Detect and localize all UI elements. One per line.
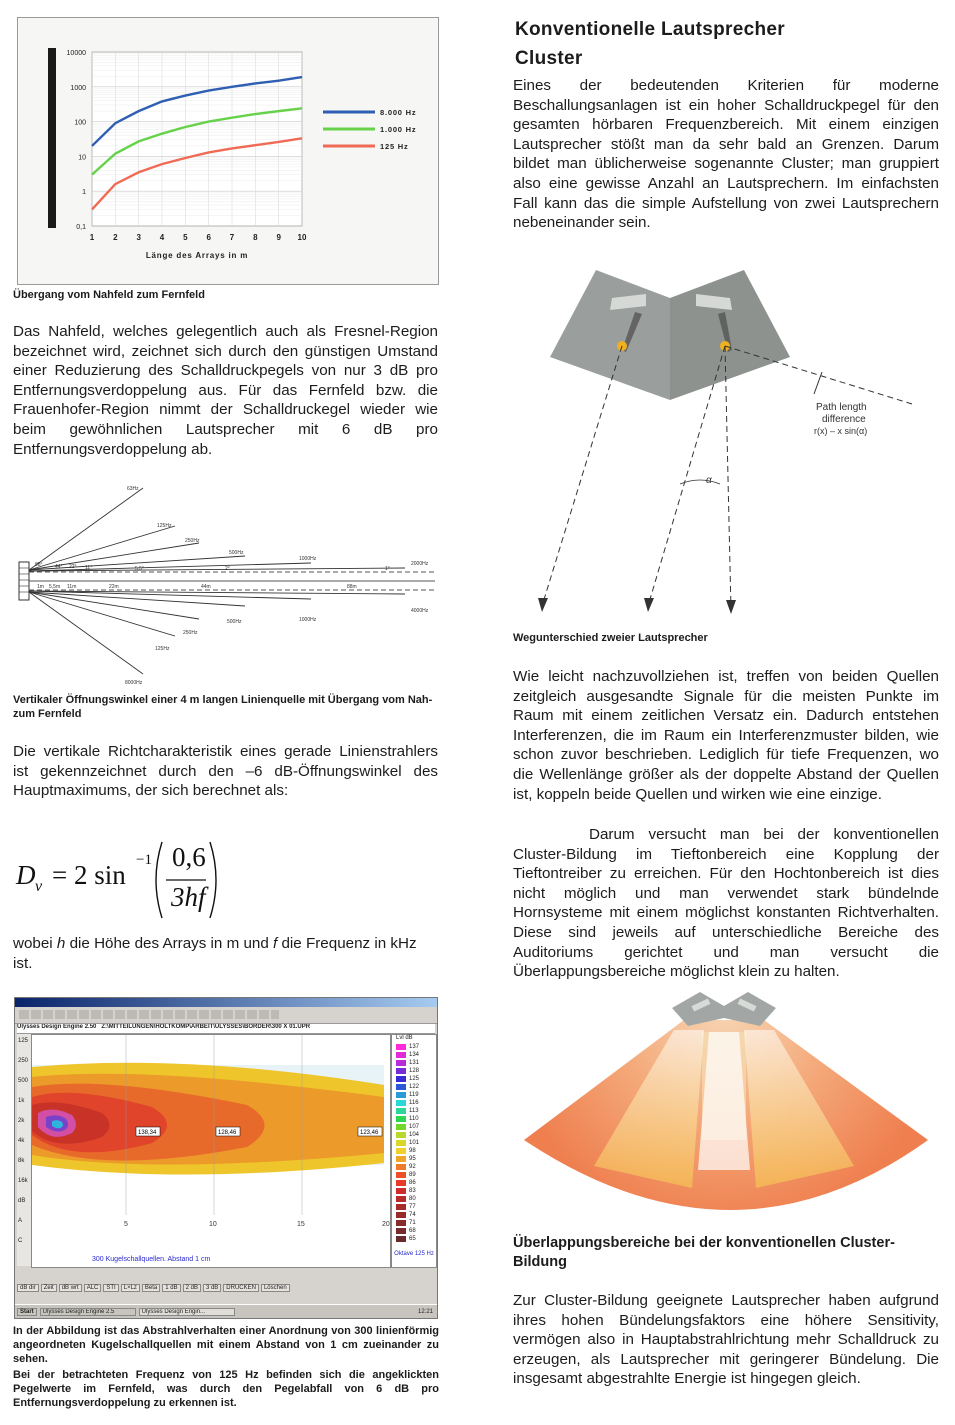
scale-value: 134 — [409, 1052, 420, 1058]
scale-entry — [396, 1059, 434, 1067]
x-tick-label: 9 — [276, 233, 281, 242]
y-tick-label: 0,1 — [76, 224, 86, 231]
ruler-button[interactable]: 8k — [18, 1158, 25, 1164]
scale-entry — [396, 1235, 434, 1243]
distance-label: 22m — [109, 584, 119, 590]
x-tick-label: 1 — [89, 233, 95, 242]
angle-label: 5,5° — [135, 566, 144, 572]
readout-value[interactable]: 123,46 — [360, 1130, 379, 1136]
paragraph: wobei h die Höhe des Arrays in m und f die Frequenz in kHz ist. — [13, 935, 417, 972]
section-heading: Konventionelle Lautsprecher — [515, 19, 785, 40]
bottom-toolbar — [17, 1284, 435, 1294]
scale-swatch — [396, 1212, 406, 1218]
scale-entry — [396, 1051, 434, 1059]
angle-label: 2° — [225, 566, 230, 572]
toolbar-button[interactable]: STI — [103, 1284, 118, 1292]
document-path: Ulysses Design Engine 2.50 Z:\MITTEILUNGEN\HOLTKOMP\ARBEIT\ULYSSES\BORDER\300 X 01.UPR — [17, 1024, 435, 1034]
ruler-button[interactable]: C — [18, 1238, 23, 1244]
scale-swatch — [396, 1196, 406, 1202]
scale-entry — [396, 1187, 434, 1195]
spl-contours — [32, 1063, 384, 1175]
scale-swatch — [396, 1044, 406, 1050]
start-button[interactable]: Start — [17, 1308, 37, 1316]
formula-lhs: D — [16, 860, 36, 890]
scale-value: 107 — [409, 1124, 420, 1130]
scale-value: 101 — [409, 1140, 420, 1146]
ruler-button[interactable]: 1k — [18, 1098, 25, 1104]
scale-entry — [396, 1131, 434, 1139]
svg-text:15: 15 — [297, 1221, 305, 1228]
x-tick-label: 4 — [159, 233, 165, 242]
left-ruler — [17, 1034, 32, 1266]
freq-label: 500Hz — [229, 550, 244, 556]
spl-map — [32, 1035, 390, 1267]
x-axis-label: Länge des Arrays in m — [145, 251, 249, 260]
plot-area — [92, 52, 302, 226]
y-tick-label: 1 — [82, 189, 86, 197]
x-tick-label: 2 — [113, 233, 118, 242]
freq-label: 500Hz — [227, 619, 242, 625]
scale-swatch — [396, 1076, 406, 1082]
freq-label: 1000Hz — [299, 617, 317, 623]
line-source-labels — [35, 486, 429, 686]
scale-value: 113 — [409, 1108, 419, 1114]
freq-label: 63Hz — [127, 486, 139, 492]
scale-swatch — [396, 1068, 406, 1074]
scale-entry — [396, 1203, 434, 1211]
x-tick-label: 7 — [229, 233, 235, 242]
scale-entry — [396, 1091, 434, 1099]
y-tick-label: 10000 — [66, 50, 86, 57]
scale-entry — [396, 1163, 434, 1171]
near-far-field-chart — [18, 18, 438, 284]
y-tick-label: 1000 — [70, 84, 86, 92]
paragraph: Wie leicht nachzuvollziehen ist, treffen von beiden Quellen zeitgleich ausgesandte Signale für die meisten Punkte im Raum mit einem zeitlichen Versatz ein. Dadurch entstehen Interferenzen, die im Raum ein Interferenzmuster bilden, wie schon zuvor beschrieben. Lediglich für tiefe Frequenzen, wo die Wellenlänge größer als der doppelte Abstand der Quellen ist, koppeln beide Quellen und wirken wie eine einzige. — [513, 668, 939, 803]
scale-entry — [396, 1123, 434, 1131]
title-bar — [15, 998, 437, 1007]
x-tick-label: 8 — [253, 233, 258, 242]
scale-swatch — [396, 1060, 406, 1066]
x-tick-label: 3 — [136, 233, 141, 242]
scale-swatch — [396, 1156, 406, 1162]
scale-entry — [396, 1179, 434, 1187]
toolbar-button[interactable]: L×Lz — [121, 1284, 140, 1292]
freq-label: 2000Hz — [411, 561, 429, 567]
x-tick-label: 10 — [297, 233, 307, 242]
figure-caption: Bei der betrachteten Frequenz von 125 Hz befinden sich die angeklickten Pegelwerte im Fernfeld, was durch den Pegelabfall von 6 dB pro Entfernungsverdoppelung zu erkennen ist. — [13, 1369, 439, 1409]
freq-label: 4000Hz — [411, 608, 429, 614]
scale-entry — [396, 1099, 434, 1107]
angle-label: 11° — [85, 565, 93, 571]
scale-value: 110 — [409, 1116, 419, 1122]
figure-caption: Überlappungsbereiche bei der konventionellen Cluster-Bildung — [513, 1235, 895, 1270]
scale-swatch — [396, 1188, 406, 1194]
formula-sup: −1 — [136, 852, 152, 868]
path-label: difference — [822, 414, 866, 425]
overlap-figure — [524, 990, 928, 1226]
scale-value: 137 — [409, 1044, 420, 1050]
scale-value: 125 — [409, 1076, 420, 1082]
simulation-screenshot — [14, 997, 438, 1319]
line-source-diagram — [15, 478, 440, 690]
distance-label: 11m — [67, 584, 77, 590]
scale-value: 71 — [409, 1220, 416, 1226]
line-source-figure — [15, 478, 440, 690]
scale-swatch — [396, 1148, 406, 1154]
toolbar-button[interactable]: Löschen — [261, 1284, 290, 1292]
scale-swatch — [396, 1140, 406, 1146]
scale-swatch — [396, 1052, 406, 1058]
angle-label: 1° — [385, 566, 390, 572]
scale-entry — [396, 1147, 434, 1155]
path-difference-diagram — [520, 262, 920, 622]
scale-swatch — [396, 1164, 406, 1170]
figure-caption: Übergang vom Nahfeld zum Fernfeld — [13, 289, 205, 301]
clock: 12:21 — [417, 1309, 433, 1315]
speaker-column — [19, 562, 29, 600]
scale-value: 86 — [409, 1180, 416, 1186]
scale-value: 74 — [409, 1212, 416, 1218]
scale-entry — [396, 1115, 434, 1123]
scale-value: 83 — [409, 1188, 416, 1194]
freq-label: 250Hz — [183, 630, 198, 636]
spl-plot — [31, 1034, 391, 1268]
figure-caption: Wegunterschied zweier Lautsprecher — [513, 632, 708, 644]
paragraph: Das Nahfeld, welches gelegentlich auch als Fresnel-Region bezeichnet wird, zeichnet sich durch den günstigen Umstand einer Reduzierung des Schalldruckpegels von nur 3 dB pro Entfernungsverdoppelung aus. Für das Fernfeld bzw. die Frauenhofer-Region nimmt der Schalldruckegel wieder wie beim gewöhnlichen Lautsprecher mit 6 dB pro Entfernungsverdoppelung ab. — [13, 323, 438, 458]
toolbar-button[interactable]: DRUCKEN — [223, 1284, 259, 1292]
formula-sub: v — [35, 878, 43, 895]
taskbar-item[interactable]: Ulysses Design Engin... — [139, 1308, 235, 1316]
toolbar-button[interactable]: dB wrt — [59, 1284, 82, 1292]
scale-entry — [396, 1219, 434, 1227]
scale-value: 119 — [409, 1092, 419, 1098]
scale-entry — [396, 1195, 434, 1203]
distance-label: 5,5m — [49, 584, 61, 590]
freq-label: 1000Hz — [299, 556, 317, 562]
scale-swatch — [396, 1124, 406, 1130]
scale-value: 80 — [409, 1196, 416, 1202]
freq-label: 125Hz — [155, 646, 170, 652]
scale-swatch — [396, 1100, 406, 1106]
axis-lines — [29, 572, 435, 590]
black-bar — [48, 48, 56, 228]
figure-caption: Vertikaler Öffnungswinkel einer 4 m langen Linienquelle mit Übergang vom Nah- zum Fernfeld — [13, 694, 433, 720]
y-tick-label: 100 — [74, 119, 86, 127]
scale-swatch — [396, 1172, 406, 1178]
scale-value: 92 — [409, 1164, 416, 1170]
paragraph: Die vertikale Richtcharakteristik eines gerade Linienstrahlers ist gekennzeichnet durch den –6 dB-Öffnungswinkel des Hauptmaximums, der sich berechnet als: — [13, 743, 438, 800]
ruler-button[interactable]: 2k — [18, 1118, 25, 1124]
toolbar-button[interactable]: Beta — [142, 1284, 160, 1292]
section-heading: Cluster — [515, 48, 583, 69]
toolbar-button[interactable]: 3 dB — [203, 1284, 221, 1292]
scale-swatch — [396, 1116, 406, 1122]
path-label: Path length — [816, 402, 867, 413]
scale-entry — [396, 1083, 434, 1091]
toolbar-button[interactable]: dB dir — [17, 1284, 39, 1292]
scale-value: 116 — [409, 1100, 419, 1106]
legend-label: 125 Hz — [380, 142, 409, 151]
paragraph: Eines der bedeutenden Kriterien für moderne Beschallungsanlagen ist ein hoher Schalldruckpegel für den gesamten hörbaren Frequenzbereich. Mit einem einzigen Lautsprecher stößt man da sehr bald an Grenzen. Darum bildet man üblicherweise sogenannte Cluster; man gruppiert also eine gewisse Anzahl an Lautsprechern. Im einfachsten Fall kann das die simple Aufstellung von zwei Lautsprechern nebeneinander sein. — [513, 77, 939, 232]
ruler-button[interactable]: 4k — [18, 1138, 25, 1144]
svg-text:20: 20 — [382, 1221, 390, 1228]
scale-value: 98 — [409, 1148, 416, 1154]
formula-numerator: 0,6 — [172, 842, 206, 872]
scale-swatch — [396, 1108, 406, 1114]
freq-label: 8000Hz — [125, 680, 143, 686]
legend-label: 1.000 Hz — [380, 125, 417, 134]
readout-value[interactable]: 138,34 — [138, 1130, 157, 1136]
angle-label: 88° — [35, 562, 43, 568]
scale-value: 77 — [409, 1204, 416, 1210]
scale-entry — [396, 1107, 434, 1115]
scale-value: 122 — [409, 1084, 420, 1090]
x-tick-label: 6 — [206, 233, 211, 242]
figure-caption: In der Abbildung ist das Abstrahlverhalten einer Anordnung von 300 linienförmig angeordneten Kugelschallquellen mit einem Abstand von 1 cm zueinander zu sehen. — [13, 1325, 439, 1365]
scale-value: 104 — [409, 1132, 420, 1138]
scale-swatch — [396, 1084, 406, 1090]
legend-label: 8.000 Hz — [380, 108, 417, 117]
scale-value: 65 — [409, 1236, 416, 1242]
scale-swatch — [396, 1228, 406, 1234]
toolbar-strip — [15, 1007, 437, 1024]
scale-entry — [396, 1075, 434, 1083]
angle-label: 44° — [55, 564, 63, 570]
chart-figure — [17, 17, 439, 285]
ruler-button[interactable]: 16k — [18, 1178, 28, 1184]
formula — [16, 838, 316, 922]
scale-entry — [396, 1043, 434, 1051]
svg-text:5: 5 — [124, 1221, 128, 1228]
angle-label: 22° — [69, 564, 77, 570]
freq-label: 250Hz — [185, 538, 200, 544]
scale-swatch — [396, 1180, 406, 1186]
scale-swatch — [396, 1204, 406, 1210]
alpha-label: α — [706, 475, 712, 486]
scale-swatch — [396, 1132, 406, 1138]
toolbar-button[interactable]: Zeit — [41, 1284, 57, 1292]
paragraph: Darum versucht man bei der konventionellen Cluster-Bildung im Tieftonbereich eine Kopplung der Tieftontreiber zu erreichen. Für den Hochtonbereich ist dies nicht möglich und man verwendet stark bündelnde Hornsysteme mit einem möglichst konstanten Richtverhalten. Diese sind jeweils auf unterschiedliche Bereiche des Auditoriums gerichtet und man versucht die Überlappungsbereiche möglichst klein zu halten. — [513, 826, 939, 981]
spl-x-ticks — [124, 1221, 390, 1228]
scale-value: 95 — [409, 1156, 416, 1162]
scale-swatch — [396, 1236, 406, 1242]
toolbar-button[interactable]: ALC — [84, 1284, 102, 1292]
formula-eq: = 2 sin — [52, 860, 126, 890]
y-tick-label: 10 — [78, 154, 86, 162]
paragraph: Zur Cluster-Bildung geeignete Lautsprecher haben aufgrund ihres hohen Bündelungsfaktors eine höhere Sensitivity, vermögen also in Hauptabstrahlrichtung mehr Schalldruck zu erzeugen, als Lautsprecher mit geringerer Bündelung. Die insgesamt abgestrahlte Energie ist hingegen gleich. — [513, 1292, 939, 1388]
svg-text:10: 10 — [209, 1221, 217, 1228]
freq-label: 125Hz — [157, 523, 172, 529]
scale-entry — [396, 1171, 434, 1179]
toolbar-button[interactable]: 2 dB — [183, 1284, 201, 1292]
path-label: r(x) – x sin(α) — [814, 426, 868, 436]
readout-value[interactable]: 128,46 — [218, 1130, 237, 1136]
taskbar — [15, 1304, 438, 1319]
scale-entry — [396, 1227, 434, 1235]
ruler-button[interactable]: dB — [18, 1198, 26, 1204]
scale-swatch — [396, 1092, 406, 1098]
scale-value: 68 — [409, 1228, 416, 1234]
scale-entry — [396, 1139, 434, 1147]
distance-label: 88m — [347, 584, 357, 590]
taskbar-item[interactable]: Ulysses Design Engine 2.5 — [40, 1308, 136, 1316]
ruler-button[interactable]: A — [18, 1218, 23, 1224]
path-difference-figure — [520, 262, 920, 622]
ruler-button[interactable]: 500 — [18, 1078, 29, 1084]
toolbar-button[interactable]: 1 dB — [162, 1284, 180, 1292]
ruler-button[interactable]: 250 — [18, 1058, 29, 1064]
scale-entry — [396, 1155, 434, 1163]
scale-entry — [396, 1211, 434, 1219]
distance-label: 1m — [37, 584, 44, 590]
formula-denominator: 3hf — [171, 882, 206, 912]
ruler-button[interactable]: 125 — [18, 1038, 29, 1044]
level-scale: Lvl dB 137 134 131 128 125 122 119 116 113 110 107 104 101 98 95 92 89 86 83 80 77 74 71 68 65 Oktave 125 Hz — [391, 1034, 437, 1268]
scale-value: 89 — [409, 1172, 416, 1178]
scale-value: 131 — [409, 1060, 420, 1066]
sim-annotation: 300 Kugelschallquellen. Abstand 1 cm — [92, 1256, 211, 1263]
overlap-diagram — [524, 990, 928, 1226]
x-tick-label: 5 — [183, 233, 188, 242]
scale-value: 128 — [409, 1068, 420, 1074]
scale-entry — [396, 1067, 434, 1075]
distance-label: 44m — [201, 584, 211, 590]
scale-swatch — [396, 1220, 406, 1226]
